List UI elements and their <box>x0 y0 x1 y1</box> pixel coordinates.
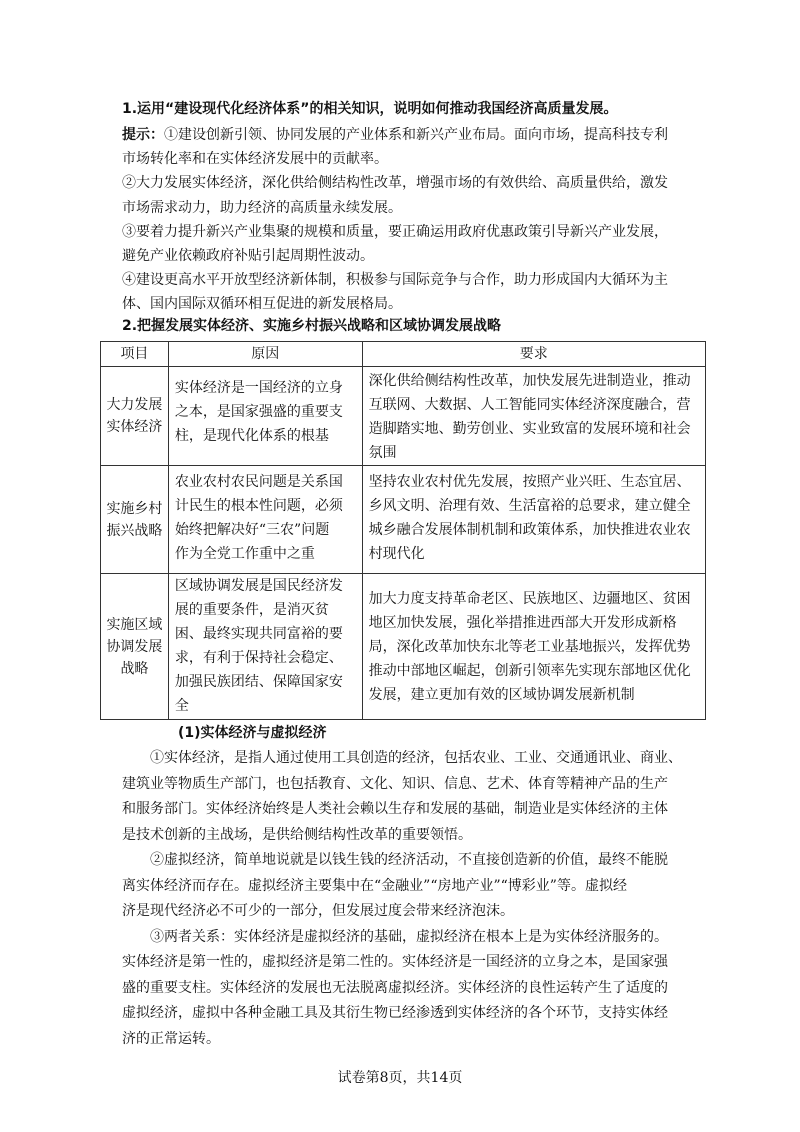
body-line: 济的正常运转。 <box>122 1030 220 1047</box>
row-requirement: 深化供给侧结构性改革，加快发展先进制造业，推动 互联网、大数据、人工智能同实体经济深度融合，营 造脚踏实地、勤劳创业、实业致富的发展环境和社会 氛围 <box>362 367 705 466</box>
body-line: ③两者关系：实体经济是虚拟经济的基础，虚拟经济在根本上是为实体经济服务的。 <box>122 928 668 945</box>
tip-line: 市场需求动力，助力经济的高质量永续发展。 <box>122 199 402 216</box>
row-requirement: 加大力度支持革命老区、民族地区、边疆地区、贫困 地区加快发展，强化举措推进西部大开发形成新格 局，深化改革加快东北等老工业基地振兴，发挥优势 推动中部地区崛起，创新引领率先实现东部地区优化 发展，建立更加有效的区域协调发展新机制 <box>362 574 705 720</box>
row-item: 实施区域 协调发展 战略 <box>101 574 169 720</box>
tip-line: ③要着力提升新兴产业集聚的规模和质量，要正确运用政府优惠政策引导新兴产业发展， <box>122 223 668 240</box>
row-reason: 实体经济是一国经济的立身 之本，是国家强盛的重要支 柱，是现代化体系的根基 <box>168 367 362 466</box>
table-row <box>101 574 706 720</box>
row-reason: 农业农村农民问题是关系国 计民生的根本性问题，必须 始终把解决好“三农”问题 作为全党工作重中之重 <box>168 466 362 574</box>
question-1-title: 1.运用“建设现代化经济体系”的相关知识，说明如何推动我国经济高质量发展。 <box>122 101 618 117</box>
row-requirement: 坚持农业农村优先发展，按照产业兴旺、生态宜居、 乡风文明、治理有效、生活富裕的总要求，建立健全 城乡融合发展体制机制和政策体系，加快推进农业农 村现代化 <box>362 466 705 574</box>
body-line: 是技术创新的主战场，是供给侧结构性改革的重要领悟。 <box>122 826 472 843</box>
tip-label: 提示： <box>122 127 164 143</box>
tip-line: 避免产业依赖政府补贴引起周期性波动。 <box>122 248 374 265</box>
page-footer: 试卷第8页，共14页 <box>337 1070 463 1086</box>
row-reason: 区域协调发展是国民经济发 展的重要条件，是消灭贫 困、最终实现共同富裕的要 求，有利于保持社会稳定、 加强民族团结、保障国家安 全 <box>168 574 362 720</box>
body-line: 虚拟经济，虚拟中各种金融工具及其衍生物已经渗透到实体经济的各个环节，支持实体经 <box>122 1005 668 1021</box>
body-line: ②虚拟经济，简单地说就是以钱生钱的经济活动，不直接创造新的价值，最终不能脱 <box>122 852 668 868</box>
body-line: 实体经济是第一性的，虚拟经济是第二性的。实体经济是一国经济的立身之本，是国家强 <box>122 954 668 970</box>
tip-line: 市场转化率和在实体经济发展中的贡献率。 <box>122 151 388 168</box>
section-1-title: (1)实体经济与虚拟经济 <box>178 725 327 741</box>
body-line: 盛的重要支柱。实体经济的发展也无法脱离虚拟经济。实体经济的良性运转产生了适度的 <box>122 979 668 996</box>
body-line: 和服务部门。实体经济始终是人类社会赖以生存和发展的基础，制造业是实体经济的主体 <box>122 801 668 817</box>
body-line: 建筑业等物质生产部门，也包括教育、文化、知识、信息、艺术、体育等精神产品的生产 <box>122 775 668 792</box>
tip-line: ④建设更高水平开放型经济新体制，积极参与国际竞争与合作，助力形成国内大循环为主 <box>122 272 668 289</box>
body-line: ①实体经济，是指人通过使用工具创造的经济，包括农业、工业、交通通讯业、商业、 <box>122 750 682 766</box>
table-row <box>101 466 706 574</box>
body-line: 济是现代经济必不可少的一部分，但发展过度会带来经济泡沫。 <box>122 903 514 919</box>
table-header-row <box>101 342 706 367</box>
body-line: 离实体经济而存在。虚拟经济主要集中在“金融业”“房地产业”“博彩业”等。虚拟经 <box>122 877 627 894</box>
row-item: 实施乡村 振兴战略 <box>101 466 169 574</box>
question-1-tips <box>122 123 692 317</box>
header-reason: 原因 <box>168 342 362 367</box>
section-1-body <box>122 746 692 1052</box>
tip-line: 体、国内国际双循环相互促进的新发展格局。 <box>122 296 402 313</box>
question-2-title: 2.把握发展实体经济、实施乡村振兴战略和区域协调发展战略 <box>122 318 502 334</box>
tip-line: 提示：①建设创新引领、协同发展的产业体系和新兴产业布局。面向市场，提高科技专利 <box>122 127 668 143</box>
table-row <box>101 367 706 466</box>
strategy-table <box>100 341 706 720</box>
tip-line: ②大力发展实体经济，深化供给侧结构性改革，增强市场的有效供给、高质量供给，激发 <box>122 175 668 192</box>
header-item: 项目 <box>101 342 169 367</box>
row-item: 大力发展 实体经济 <box>101 367 169 466</box>
header-requirement: 要求 <box>362 342 705 367</box>
